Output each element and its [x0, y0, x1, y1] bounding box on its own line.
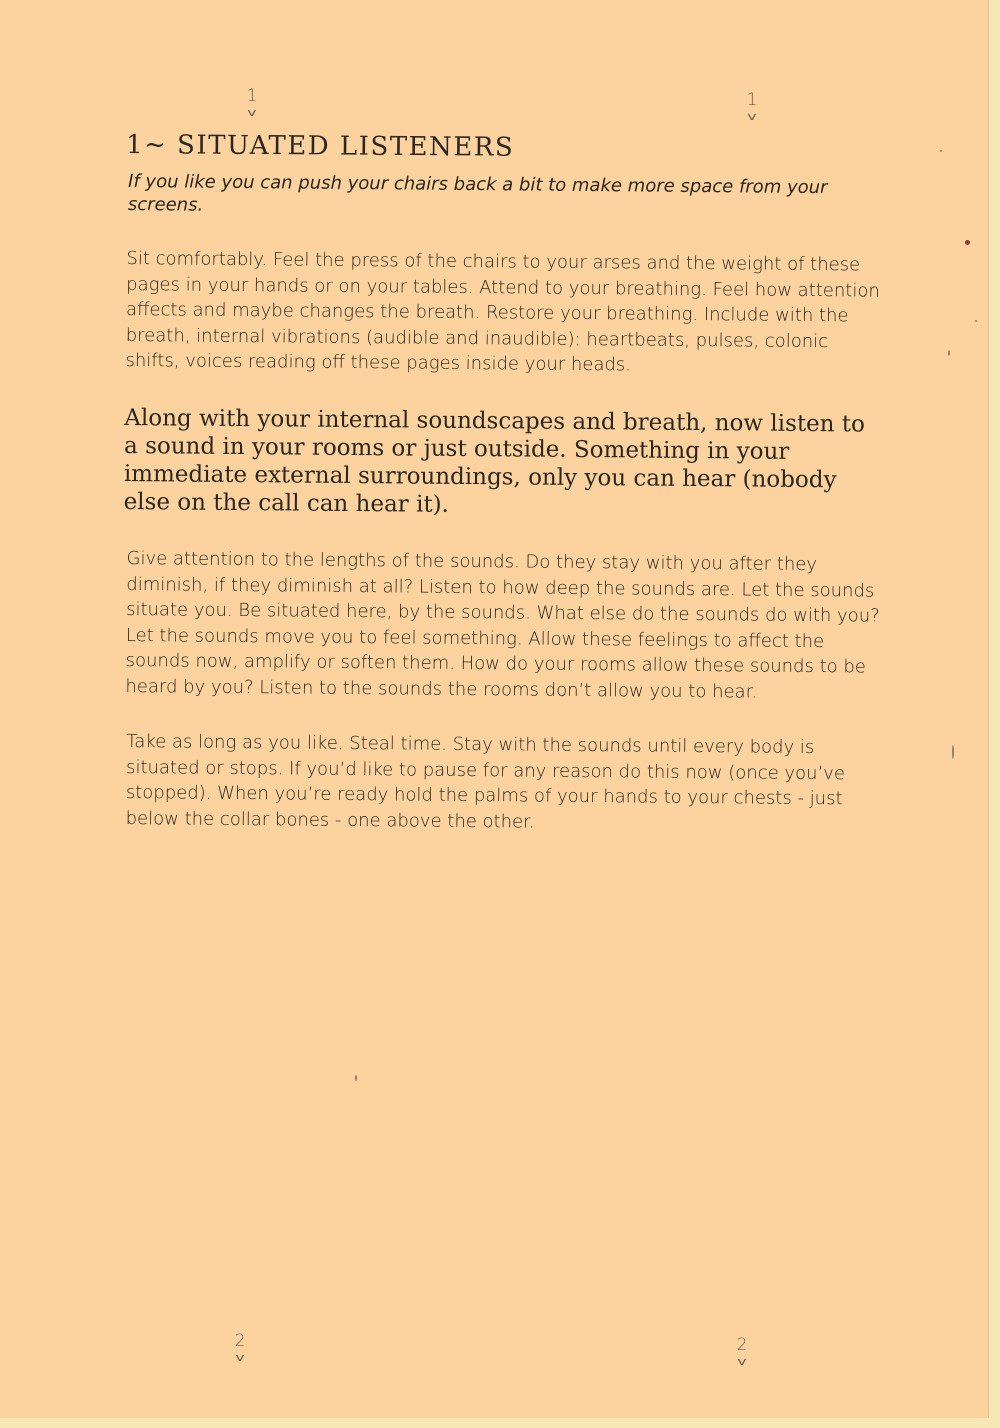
chevron-down-icon: v [737, 1355, 747, 1368]
marker-number: 1 [746, 90, 758, 110]
intro-text: If you like you can push your chairs back a bit to make more space from your screens. [127, 171, 828, 216]
speck [940, 150, 942, 152]
section-title: 1~ SITUATED LISTENERS [125, 130, 515, 163]
speck [952, 745, 954, 759]
speck [355, 1075, 357, 1081]
chevron-down-icon: v [247, 106, 257, 119]
page-marker-top-left [240, 88, 264, 118]
chevron-down-icon: v [747, 110, 757, 123]
marker-number: 2 [736, 1335, 748, 1355]
page-marker-bottom-left [228, 1333, 252, 1363]
emphasis-paragraph: Along with your internal soundscapes and breath, now listen to a sound in your rooms or just outside. Something in your immediate external surroundings, only you can hear (nobody else on the call can hear it). [123, 404, 866, 518]
chevron-down-icon: v [235, 1351, 245, 1364]
paragraph-closing: Take as long as you like. Steal time. Stay with the sounds until every body is situated or stops. If you’d like to pause for any reason do this now (once you’ve stopped). When you’re ready hold the palms of your hands to your chests - just below the collar bones - one above the other. [125, 730, 846, 832]
page-marker-top-right [740, 92, 764, 122]
page-marker-bottom-right [730, 1337, 754, 1367]
paragraph-sounds: Give attention to the lengths of the sounds. Do they stay with you after they diminish, if they diminish at all? Listen to how deep the sounds are. Let the sounds situate you. Be situated here, by the sounds. What else do the sounds do with you? Let the sounds move you to feel something. Allow these feelings to affect the sounds now, amplify or soften them. How do your rooms allow these sounds to be heard by you? Listen to the sounds the rooms don’t allow you to hear. [125, 547, 880, 702]
marker-number: 2 [234, 1331, 246, 1351]
paragraph-breathing: Sit comfortably. Feel the press of the chairs to your arses and the weight of these pages in your hands or on your tables. Attend to your breathing. Feel how attention affects and maybe changes the breath. Restore your breathing. Include with the breath, internal vibrations (audible and inaudible): heartbeats, pulses, colonic shifts, voices reading off these pages inside your heads. [125, 248, 880, 376]
speck [965, 240, 970, 245]
marker-number: 1 [246, 86, 258, 106]
section-content [120, 130, 880, 861]
speck [975, 320, 977, 322]
speck [948, 350, 950, 356]
